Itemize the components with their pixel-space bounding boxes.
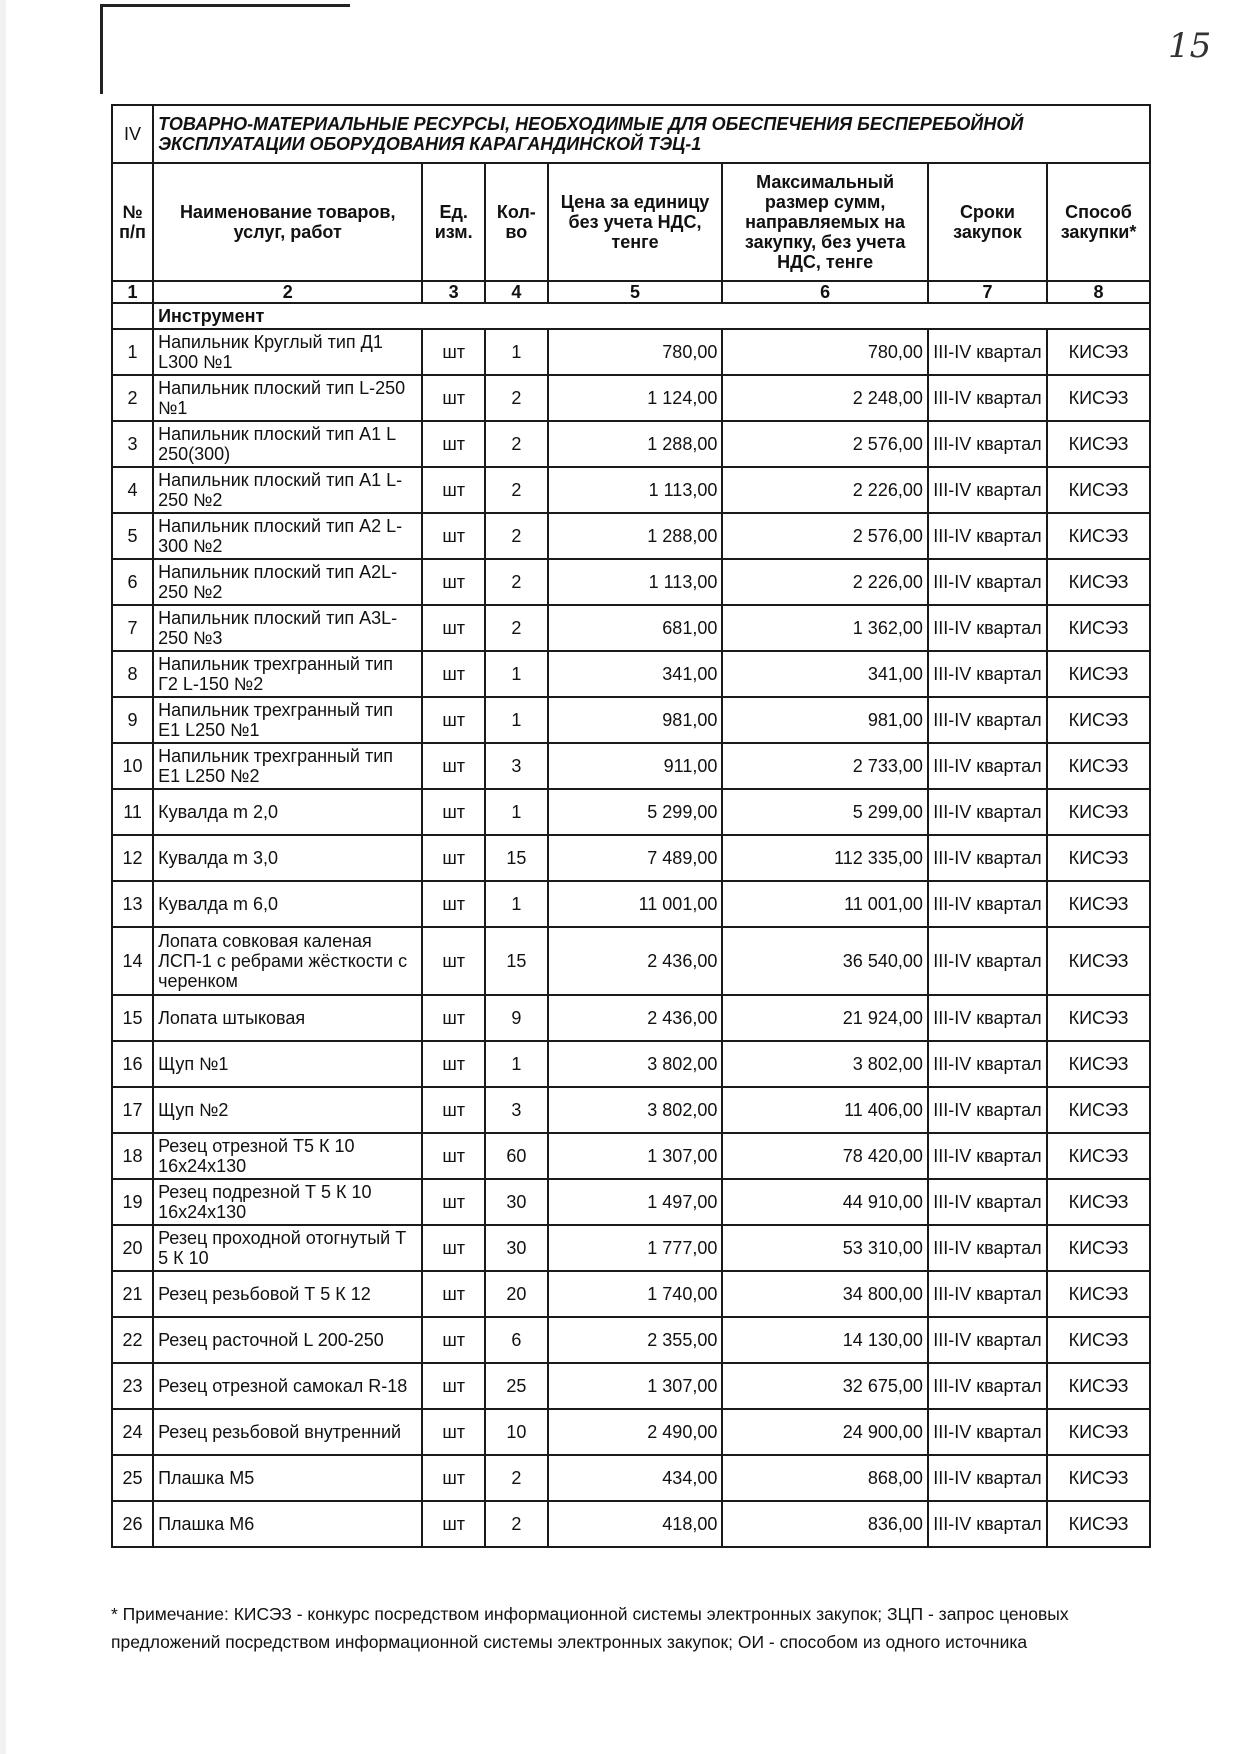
row-number: 10 <box>112 743 153 789</box>
item-period: III-IV квартал <box>928 467 1047 513</box>
item-name: Напильник трехгранный тип Е1 L250 №2 <box>153 743 422 789</box>
item-unit: шт <box>422 1133 485 1179</box>
item-quantity: 1 <box>485 651 548 697</box>
category-label: Инструмент <box>153 303 1150 329</box>
row-number: 24 <box>112 1409 153 1455</box>
header-method: Способ закупки* <box>1047 163 1150 281</box>
item-method: КИСЭЗ <box>1047 1363 1150 1409</box>
item-total: 2 576,00 <box>722 513 928 559</box>
table-row <box>112 1179 1150 1225</box>
item-method: КИСЭЗ <box>1047 1179 1150 1225</box>
item-total: 341,00 <box>722 651 928 697</box>
row-number: 22 <box>112 1317 153 1363</box>
item-name: Щуп №2 <box>153 1087 422 1133</box>
category-row <box>112 303 1150 329</box>
table-row <box>112 375 1150 421</box>
item-quantity: 3 <box>485 1087 548 1133</box>
item-total: 2 733,00 <box>722 743 928 789</box>
scan-mark-left <box>100 4 103 94</box>
item-period: III-IV квартал <box>928 421 1047 467</box>
item-unit: шт <box>422 605 485 651</box>
item-quantity: 30 <box>485 1179 548 1225</box>
item-name: Плашка М6 <box>153 1501 422 1547</box>
item-price: 1 288,00 <box>548 513 723 559</box>
row-number: 23 <box>112 1363 153 1409</box>
item-name: Лопата штыковая <box>153 995 422 1041</box>
header-period: Сроки закупок <box>928 163 1047 281</box>
column-number: 4 <box>485 281 548 303</box>
footnote: * Примечание: КИСЭЗ - конкурс посредством информационной системы электронных закупок; ЗЦП - запрос ценовых предложений посредством информационной системы электронных закупок; ОИ - способом из одного источника <box>111 1604 1069 1652</box>
item-quantity: 25 <box>485 1363 548 1409</box>
item-method: КИСЭЗ <box>1047 513 1150 559</box>
item-name: Кувалда m 2,0 <box>153 789 422 835</box>
column-number: 6 <box>722 281 928 303</box>
item-total: 32 675,00 <box>722 1363 928 1409</box>
item-method: КИСЭЗ <box>1047 835 1150 881</box>
item-price: 2 436,00 <box>548 995 723 1041</box>
item-method: КИСЭЗ <box>1047 881 1150 927</box>
item-price: 1 740,00 <box>548 1271 723 1317</box>
item-name: Напильник плоский тип L-250 №1 <box>153 375 422 421</box>
item-unit: шт <box>422 559 485 605</box>
item-price: 5 299,00 <box>548 789 723 835</box>
column-number: 1 <box>112 281 153 303</box>
item-total: 78 420,00 <box>722 1133 928 1179</box>
row-number: 19 <box>112 1179 153 1225</box>
table-row <box>112 513 1150 559</box>
table-row <box>112 743 1150 789</box>
item-price: 1 307,00 <box>548 1133 723 1179</box>
item-unit: шт <box>422 789 485 835</box>
item-quantity: 3 <box>485 743 548 789</box>
column-number: 8 <box>1047 281 1150 303</box>
item-price: 2 355,00 <box>548 1317 723 1363</box>
item-price: 1 307,00 <box>548 1363 723 1409</box>
item-period: III-IV квартал <box>928 1363 1047 1409</box>
item-unit: шт <box>422 1317 485 1363</box>
item-total: 868,00 <box>722 1455 928 1501</box>
item-unit: шт <box>422 995 485 1041</box>
item-quantity: 15 <box>485 927 548 995</box>
item-quantity: 1 <box>485 697 548 743</box>
item-quantity: 2 <box>485 375 548 421</box>
section-number: IV <box>112 105 153 163</box>
item-price: 2 490,00 <box>548 1409 723 1455</box>
table-row <box>112 881 1150 927</box>
column-number: 7 <box>928 281 1047 303</box>
item-name: Напильник плоский тип А1 L 250(300) <box>153 421 422 467</box>
item-method: КИСЭЗ <box>1047 697 1150 743</box>
item-method: КИСЭЗ <box>1047 995 1150 1041</box>
item-method: КИСЭЗ <box>1047 421 1150 467</box>
table-row <box>112 1041 1150 1087</box>
item-quantity: 30 <box>485 1225 548 1271</box>
table-row <box>112 1501 1150 1547</box>
table-row <box>112 789 1150 835</box>
row-number: 15 <box>112 995 153 1041</box>
item-total: 780,00 <box>722 329 928 375</box>
item-unit: шт <box>422 1409 485 1455</box>
item-period: III-IV квартал <box>928 1271 1047 1317</box>
item-period: III-IV квартал <box>928 1179 1047 1225</box>
row-number: 14 <box>112 927 153 995</box>
item-total: 1 362,00 <box>722 605 928 651</box>
row-number: 6 <box>112 559 153 605</box>
row-number: 20 <box>112 1225 153 1271</box>
table-row <box>112 1455 1150 1501</box>
item-price: 981,00 <box>548 697 723 743</box>
item-quantity: 6 <box>485 1317 548 1363</box>
item-unit: шт <box>422 375 485 421</box>
item-price: 418,00 <box>548 1501 723 1547</box>
item-name: Напильник плоский тип А2L-250 №2 <box>153 559 422 605</box>
item-unit: шт <box>422 421 485 467</box>
item-quantity: 2 <box>485 605 548 651</box>
item-period: III-IV квартал <box>928 375 1047 421</box>
item-period: III-IV квартал <box>928 995 1047 1041</box>
item-price: 341,00 <box>548 651 723 697</box>
header-quantity: Кол-во <box>485 163 548 281</box>
column-number: 3 <box>422 281 485 303</box>
table-row <box>112 1317 1150 1363</box>
item-method: КИСЭЗ <box>1047 1041 1150 1087</box>
table-row <box>112 605 1150 651</box>
item-unit: шт <box>422 651 485 697</box>
item-total: 836,00 <box>722 1501 928 1547</box>
table-row <box>112 995 1150 1041</box>
item-quantity: 1 <box>485 329 548 375</box>
table-row <box>112 559 1150 605</box>
header-row <box>112 163 1150 281</box>
item-period: III-IV квартал <box>928 1041 1047 1087</box>
item-period: III-IV квартал <box>928 559 1047 605</box>
row-number: 8 <box>112 651 153 697</box>
item-total: 36 540,00 <box>722 927 928 995</box>
table-row <box>112 1363 1150 1409</box>
item-method: КИСЭЗ <box>1047 651 1150 697</box>
item-period: III-IV квартал <box>928 1133 1047 1179</box>
row-number: 16 <box>112 1041 153 1087</box>
item-price: 1 124,00 <box>548 375 723 421</box>
item-name: Напильник плоский тип А3L-250 №3 <box>153 605 422 651</box>
item-name: Напильник трехгранный тип Г2 L-150 №2 <box>153 651 422 697</box>
item-price: 3 802,00 <box>548 1041 723 1087</box>
item-name: Резец расточной L 200-250 <box>153 1317 422 1363</box>
category-spacer <box>112 303 153 329</box>
header-total: Максимальный размер сумм, направляемых на закупку, без учета НДС, тенге <box>722 163 928 281</box>
item-method: КИСЭЗ <box>1047 743 1150 789</box>
item-unit: шт <box>422 1087 485 1133</box>
item-method: КИСЭЗ <box>1047 467 1150 513</box>
row-number: 21 <box>112 1271 153 1317</box>
item-name: Резец отрезной Т5 К 10 16х24х130 <box>153 1133 422 1179</box>
item-unit: шт <box>422 1363 485 1409</box>
row-number: 5 <box>112 513 153 559</box>
table-row <box>112 1409 1150 1455</box>
item-quantity: 2 <box>485 1501 548 1547</box>
item-price: 780,00 <box>548 329 723 375</box>
item-quantity: 10 <box>485 1409 548 1455</box>
item-unit: шт <box>422 1501 485 1547</box>
item-name: Напильник Круглый тип Д1 L300 №1 <box>153 329 422 375</box>
table-row <box>112 1133 1150 1179</box>
item-unit: шт <box>422 467 485 513</box>
item-total: 2 576,00 <box>722 421 928 467</box>
item-period: III-IV квартал <box>928 835 1047 881</box>
item-name: Кувалда m 3,0 <box>153 835 422 881</box>
table-row <box>112 1087 1150 1133</box>
item-method: КИСЭЗ <box>1047 1087 1150 1133</box>
table-row <box>112 651 1150 697</box>
item-period: III-IV квартал <box>928 1317 1047 1363</box>
item-name: Напильник плоский тип А1 L-250 №2 <box>153 467 422 513</box>
procurement-table <box>111 104 1151 1548</box>
item-quantity: 2 <box>485 559 548 605</box>
table-row <box>112 421 1150 467</box>
item-method: КИСЭЗ <box>1047 1501 1150 1547</box>
item-method: КИСЭЗ <box>1047 1133 1150 1179</box>
item-method: КИСЭЗ <box>1047 559 1150 605</box>
item-total: 981,00 <box>722 697 928 743</box>
row-number: 7 <box>112 605 153 651</box>
item-name: Резец резьбовой внутренний <box>153 1409 422 1455</box>
item-period: III-IV квартал <box>928 927 1047 995</box>
item-total: 44 910,00 <box>722 1179 928 1225</box>
scan-mark-top <box>100 4 350 7</box>
item-method: КИСЭЗ <box>1047 789 1150 835</box>
section-row <box>112 105 1150 163</box>
item-total: 24 900,00 <box>722 1409 928 1455</box>
page-number: 15 <box>1168 26 1212 66</box>
item-unit: шт <box>422 329 485 375</box>
header-unit: Ед. изм. <box>422 163 485 281</box>
item-method: КИСЭЗ <box>1047 1271 1150 1317</box>
item-period: III-IV квартал <box>928 651 1047 697</box>
row-number: 25 <box>112 1455 153 1501</box>
item-quantity: 20 <box>485 1271 548 1317</box>
item-unit: шт <box>422 1041 485 1087</box>
item-period: III-IV квартал <box>928 881 1047 927</box>
item-method: КИСЭЗ <box>1047 927 1150 995</box>
item-period: III-IV квартал <box>928 513 1047 559</box>
row-number: 4 <box>112 467 153 513</box>
item-period: III-IV квартал <box>928 1501 1047 1547</box>
item-price: 1 777,00 <box>548 1225 723 1271</box>
item-quantity: 9 <box>485 995 548 1041</box>
row-number: 12 <box>112 835 153 881</box>
row-number: 2 <box>112 375 153 421</box>
item-quantity: 1 <box>485 789 548 835</box>
item-total: 21 924,00 <box>722 995 928 1041</box>
item-unit: шт <box>422 1455 485 1501</box>
row-number: 9 <box>112 697 153 743</box>
item-method: КИСЭЗ <box>1047 329 1150 375</box>
item-period: III-IV квартал <box>928 697 1047 743</box>
item-price: 1 113,00 <box>548 467 723 513</box>
item-method: КИСЭЗ <box>1047 1317 1150 1363</box>
item-name: Резец проходной отогнутый Т 5 К 10 <box>153 1225 422 1271</box>
item-quantity: 1 <box>485 881 548 927</box>
item-unit: шт <box>422 697 485 743</box>
header-name: Наименование товаров, услуг, работ <box>153 163 422 281</box>
item-quantity: 2 <box>485 1455 548 1501</box>
row-number: 11 <box>112 789 153 835</box>
item-name: Кувалда m 6,0 <box>153 881 422 927</box>
item-total: 53 310,00 <box>722 1225 928 1271</box>
item-price: 911,00 <box>548 743 723 789</box>
item-quantity: 60 <box>485 1133 548 1179</box>
item-name: Напильник трехгранный тип Е1 L250 №1 <box>153 697 422 743</box>
item-period: III-IV квартал <box>928 1087 1047 1133</box>
item-quantity: 1 <box>485 1041 548 1087</box>
item-name: Резец резьбовой Т 5 К 12 <box>153 1271 422 1317</box>
item-price: 7 489,00 <box>548 835 723 881</box>
item-total: 2 248,00 <box>722 375 928 421</box>
item-name: Резец подрезной Т 5 К 10 16х24х130 <box>153 1179 422 1225</box>
table-row <box>112 467 1150 513</box>
item-quantity: 15 <box>485 835 548 881</box>
item-unit: шт <box>422 835 485 881</box>
row-number: 3 <box>112 421 153 467</box>
item-period: III-IV квартал <box>928 789 1047 835</box>
table-row <box>112 697 1150 743</box>
item-name: Лопата совковая каленая ЛСП-1 с ребрами жёсткости с черенком <box>153 927 422 995</box>
row-number: 18 <box>112 1133 153 1179</box>
item-quantity: 2 <box>485 513 548 559</box>
table-row <box>112 329 1150 375</box>
table-row <box>112 835 1150 881</box>
column-number: 2 <box>153 281 422 303</box>
item-total: 11 406,00 <box>722 1087 928 1133</box>
table-row <box>112 927 1150 995</box>
item-period: III-IV квартал <box>928 743 1047 789</box>
item-price: 434,00 <box>548 1455 723 1501</box>
item-unit: шт <box>422 1225 485 1271</box>
item-quantity: 2 <box>485 467 548 513</box>
item-method: КИСЭЗ <box>1047 1225 1150 1271</box>
row-number: 17 <box>112 1087 153 1133</box>
header-number: № п/п <box>112 163 153 281</box>
item-total: 2 226,00 <box>722 467 928 513</box>
item-price: 3 802,00 <box>548 1087 723 1133</box>
item-total: 34 800,00 <box>722 1271 928 1317</box>
item-quantity: 2 <box>485 421 548 467</box>
item-total: 11 001,00 <box>722 881 928 927</box>
item-name: Напильник плоский тип А2 L-300 №2 <box>153 513 422 559</box>
item-period: III-IV квартал <box>928 605 1047 651</box>
item-method: КИСЭЗ <box>1047 375 1150 421</box>
item-unit: шт <box>422 513 485 559</box>
item-price: 1 288,00 <box>548 421 723 467</box>
item-total: 14 130,00 <box>722 1317 928 1363</box>
table-row <box>112 1225 1150 1271</box>
header-price: Цена за единицу без учета НДС, тенге <box>548 163 723 281</box>
item-unit: шт <box>422 743 485 789</box>
item-price: 681,00 <box>548 605 723 651</box>
item-period: III-IV квартал <box>928 1409 1047 1455</box>
item-price: 11 001,00 <box>548 881 723 927</box>
item-total: 3 802,00 <box>722 1041 928 1087</box>
item-name: Плашка М5 <box>153 1455 422 1501</box>
scan-edge <box>0 0 6 1754</box>
item-period: III-IV квартал <box>928 1455 1047 1501</box>
item-price: 2 436,00 <box>548 927 723 995</box>
item-unit: шт <box>422 927 485 995</box>
row-number: 26 <box>112 1501 153 1547</box>
column-number: 5 <box>548 281 723 303</box>
item-period: III-IV квартал <box>928 329 1047 375</box>
table-row <box>112 1271 1150 1317</box>
item-total: 112 335,00 <box>722 835 928 881</box>
item-price: 1 497,00 <box>548 1179 723 1225</box>
column-number-row <box>112 281 1150 303</box>
item-name: Щуп №1 <box>153 1041 422 1087</box>
row-number: 1 <box>112 329 153 375</box>
row-number: 13 <box>112 881 153 927</box>
item-unit: шт <box>422 881 485 927</box>
item-price: 1 113,00 <box>548 559 723 605</box>
item-unit: шт <box>422 1271 485 1317</box>
item-name: Резец отрезной самокал R-18 <box>153 1363 422 1409</box>
item-method: КИСЭЗ <box>1047 1409 1150 1455</box>
item-total: 5 299,00 <box>722 789 928 835</box>
item-unit: шт <box>422 1179 485 1225</box>
item-total: 2 226,00 <box>722 559 928 605</box>
section-title: ТОВАРНО-МАТЕРИАЛЬНЫЕ РЕСУРСЫ, НЕОБХОДИМЫЕ ДЛЯ ОБЕСПЕЧЕНИЯ БЕСПЕРЕБОЙНОЙ ЭКСПЛУАТАЦИИ ОБОРУДОВАНИЯ КАРАГАНДИНСКОЙ ТЭЦ-1 <box>153 105 1150 163</box>
item-period: III-IV квартал <box>928 1225 1047 1271</box>
item-method: КИСЭЗ <box>1047 1455 1150 1501</box>
item-method: КИСЭЗ <box>1047 605 1150 651</box>
